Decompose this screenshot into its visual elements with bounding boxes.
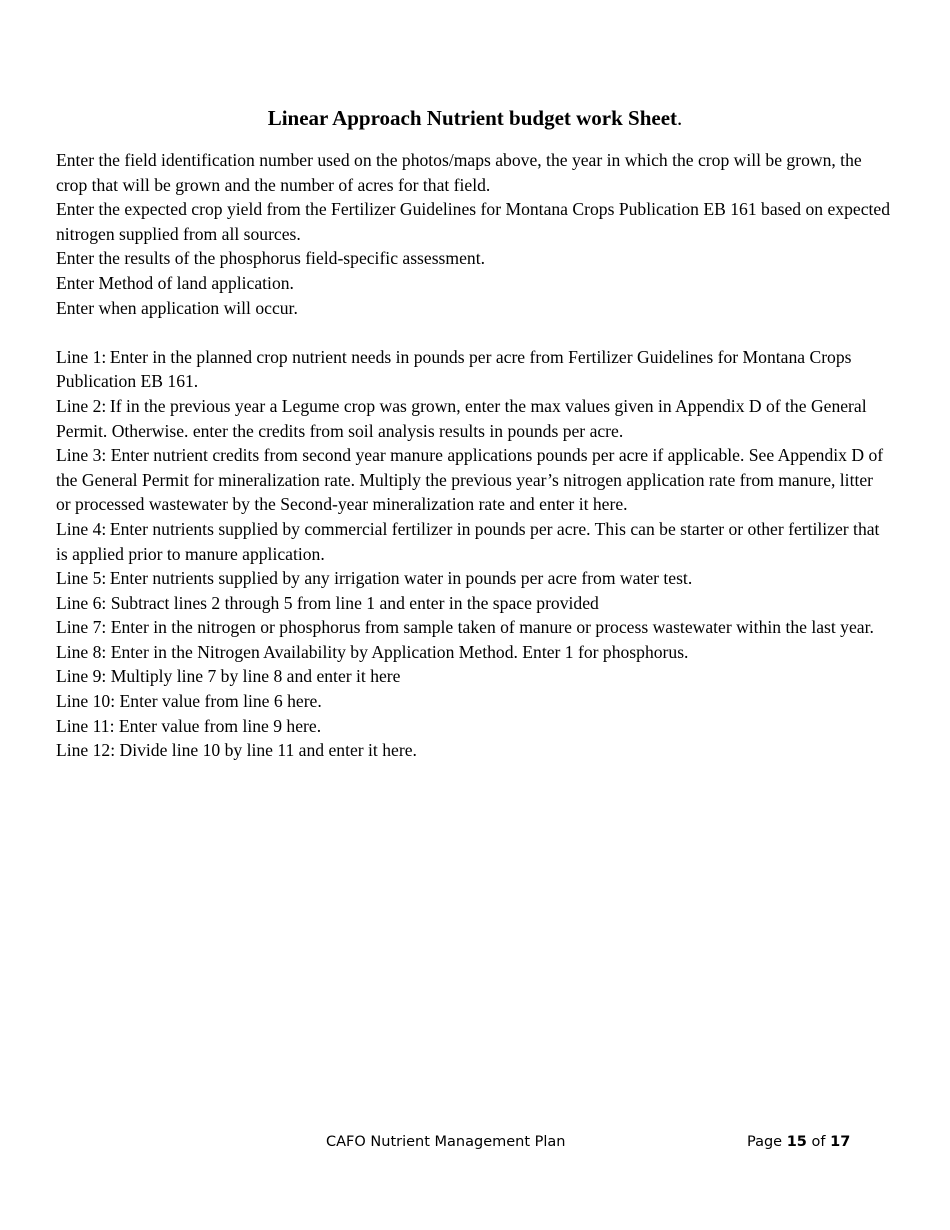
instructions-body	[56, 148, 890, 763]
page-counter	[747, 1130, 850, 1154]
line-instruction-9: Line 9: Multiply line 7 by line 8 and enter it here	[56, 666, 401, 687]
instruction-paragraph: Enter the field identification number used on the photos/maps above, the year in which the crop will be grown, the crop that will be grown and the number of acres for that field.	[56, 150, 862, 195]
line-instruction-10: Line 10: Enter value from line 6 here.	[56, 691, 322, 712]
instruction-paragraph: Enter the results of the phosphorus field-specific assessment.	[56, 248, 485, 269]
line-instruction-12: Line 12: Divide line 10 by line 11 and enter it here.	[56, 740, 417, 761]
line-instruction-3: Line 3: Enter nutrient credits from second year manure applications pounds per acre if applicable. See Appendix D of the General Permit for mineralization rate. Multiply the previous year’s nitrogen application rate from manure, litter or processed wastewater by the Second-year mineralization rate and enter it here.	[56, 445, 884, 515]
current-page-number: 15	[786, 1134, 807, 1150]
line-instruction-8: Line 8: Enter in the Nitrogen Availability by Application Method. Enter 1 for phosphorus.	[56, 641, 689, 662]
instruction-paragraph: Enter Method of land application.	[56, 272, 294, 293]
line-instruction-2: Line 2: If in the previous year a Legume crop was grown, enter the max values given in Appendix D of the General Permit. Otherwise. enter the credits from soil analysis results in pounds per acre.	[56, 395, 867, 441]
worksheet-title-period: .	[677, 106, 683, 130]
page-label: Page	[747, 1134, 783, 1150]
total-pages-number: 17	[830, 1134, 851, 1150]
instruction-paragraph: Enter when application will occur.	[56, 297, 298, 318]
line-instruction-6: Line 6: Subtract lines 2 through 5 from line 1 and enter in the space provided	[56, 592, 599, 613]
worksheet-title-text: Linear Approach Nutrient budget work Sheet	[267, 106, 678, 130]
paragraph-spacer	[56, 320, 890, 345]
line-instruction-11: Line 11: Enter value from line 9 here.	[56, 715, 322, 736]
worksheet-title	[0, 104, 950, 132]
instruction-paragraph: Enter the expected crop yield from the Fertilizer Guidelines for Montana Crops Publication EB 161 based on expected nitrogen supplied from all sources.	[56, 199, 890, 244]
line-instruction-7: Line 7: Enter in the nitrogen or phosphorus from sample taken of manure or process wastewater within the last year.	[56, 617, 874, 638]
line-instruction-4: Line 4: Enter nutrients supplied by commercial fertilizer in pounds per acre. This can be starter or other fertilizer that is applied prior to manure application.	[56, 518, 880, 564]
of-label: of	[811, 1134, 826, 1150]
line-instruction-1: Line 1: Enter in the planned crop nutrient needs in pounds per acre from Fertilizer Guidelines for Montana Crops Publication EB 161.	[56, 346, 852, 392]
page-footer	[0, 1130, 950, 1154]
line-instruction-5: Line 5: Enter nutrients supplied by any irrigation water in pounds per acre from water test.	[56, 568, 693, 589]
footer-document-name: CAFO Nutrient Management Plan	[326, 1134, 566, 1150]
